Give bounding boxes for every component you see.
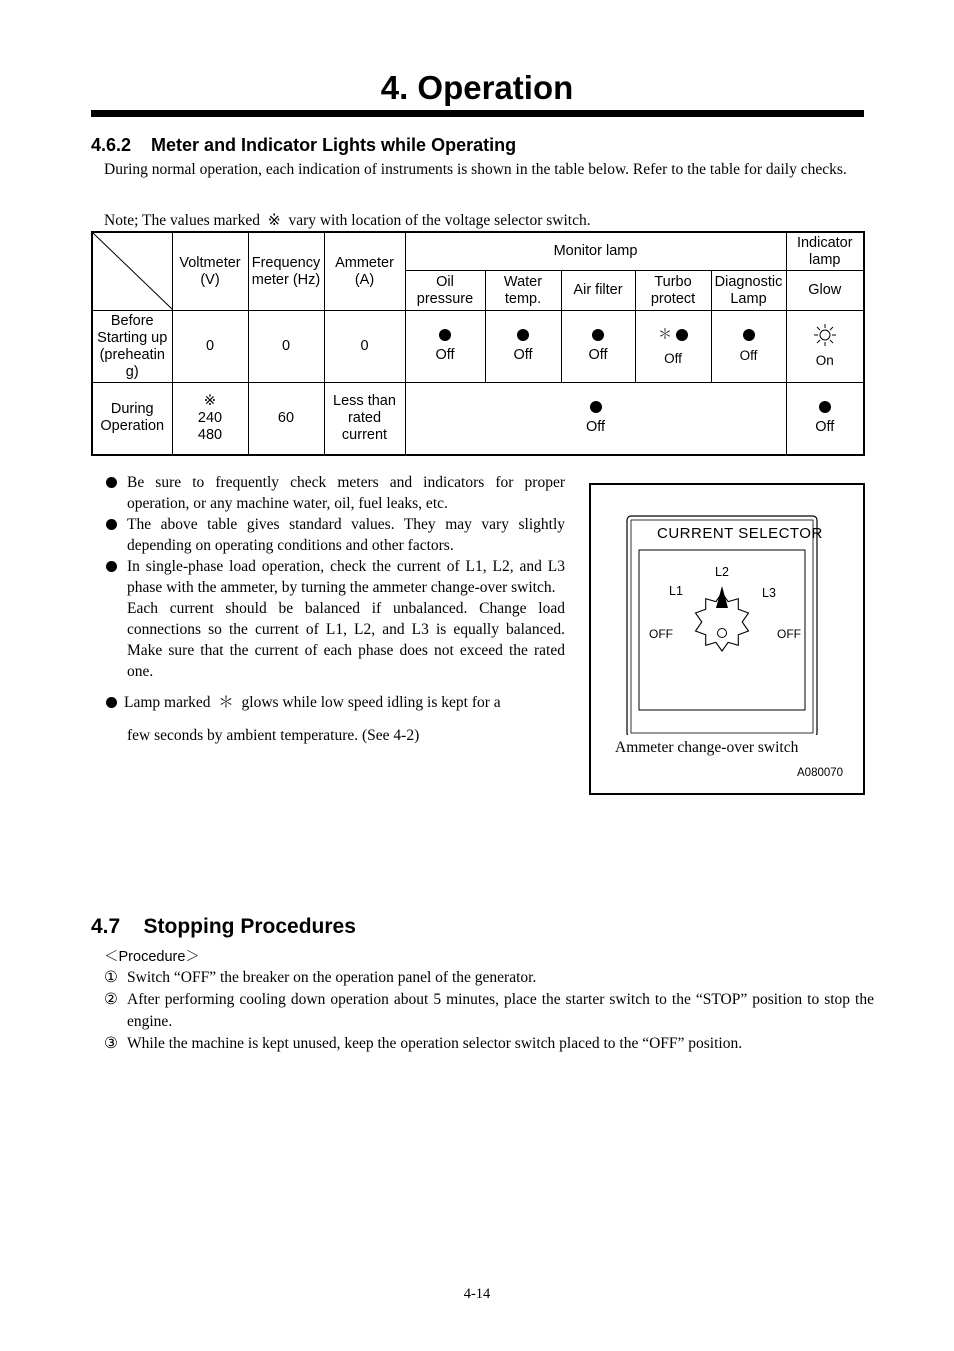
row-before-turbo-protect: Off [664,351,682,366]
header-glow: Glow [786,271,864,311]
section-heading-4-7: 4.7 Stopping Procedures [91,915,356,938]
bullet-icon [106,561,117,572]
header-voltmeter: Voltmeter (V) [172,232,248,311]
row-during-monitor-lamp: Off [585,418,606,435]
meter-table [91,231,865,456]
title-rule [91,110,864,117]
lamp-dot-icon [592,329,604,341]
row-during-frequency: 60 [248,383,324,455]
list-item [104,967,874,989]
list-item [104,1033,874,1055]
current-selector-illustration [591,485,863,735]
label-off-left: OFF [649,627,673,641]
list-item-continuation [104,725,565,746]
header-water-temp: Water temp. [485,271,561,311]
header-frequency: Frequency meter (Hz) [248,232,324,311]
header-ammeter: Ammeter (A) [324,232,405,311]
lamp-dot-icon [439,329,451,341]
row-before-diagnostic-lamp: Off [739,348,758,363]
row-before-glow-cell [786,311,864,383]
list-item [104,989,874,1033]
label-l3: L3 [762,586,776,600]
row-before-oil-pressure-cell [405,311,485,383]
header-monitor-lamp: Monitor lamp [405,232,786,271]
bullet-icon [106,477,117,488]
row-during-ammeter: Less than rated current [324,383,405,455]
lamp-dot-icon [590,401,602,413]
row-before-glow: On [815,353,834,368]
section-heading-4-6-2: 4.6.2 Meter and Indicator Lights while Operating [91,135,517,155]
step-text: While the machine is kept unused, keep the operation selector switch placed to the “OFF” position. [127,1035,743,1052]
lamp-on-icon [814,324,836,346]
bullet-list [104,472,565,746]
row-before-water-temp-cell [485,311,561,383]
row-before-diagnostic-cell [711,311,786,383]
row-before-oil-pressure: Off [435,347,455,363]
section-intro: During normal operation, each indication of instruments is shown in the table below. Refer to the table for daily checks. [104,161,847,178]
bullet-text: Each current should be balanced if unbalanced. Change load connections so the current of L1, L2, and L3 is equally balanced. Make sure that the current of each phase does not exceed the rated one. [127,600,565,680]
step-text: After performing cooling down operation about 5 minutes, place the starter switch to the “STOP” position to stop the engine. [127,991,874,1030]
bullet-text: few seconds by ambient temperature. (See 4-2) [127,727,420,744]
table-note: Note; The values marked ※ vary with location of the voltage selector switch. [104,212,591,229]
bullet-icon [106,519,117,530]
row-before-label: Before Starting up (preheatin g) [92,311,172,383]
asterisk-mark: ＊ [657,326,672,342]
diagonal-line [93,233,173,310]
lamp-dot-icon [743,329,755,341]
list-item [104,472,565,514]
figure-box [589,483,865,795]
bullet-text: Be sure to frequently check meters and indicators for proper operation, or any machine water, oil, fuel leaks, etc. [127,474,565,512]
list-item [104,514,565,556]
row-before-air-filter-cell [561,311,635,383]
lamp-dot-icon [819,401,831,413]
figure-caption: Ammeter change-over switch [615,739,799,756]
procedure-list [104,967,874,1055]
step-number: ③ [104,1035,118,1052]
chapter-title: 4. Operation [380,69,574,106]
panel-title: CURRENT SELECTOR [657,525,823,542]
row-before-water-temp: Off [513,347,533,363]
row-during-glow: Off [815,418,835,435]
list-item [104,692,565,713]
row-during-voltmeter-mark: ※ [203,392,217,409]
label-off-right: OFF [777,627,801,641]
list-item [104,556,565,598]
bullet-text: In single-phase load operation, check the current of L1, L2, and L3 phase with the ammeter, by turning the ammeter change-over switch. [127,558,565,596]
row-during-label: During Operation [92,383,172,455]
label-l1: L1 [669,584,683,598]
row-before-air-filter: Off [588,347,608,363]
figure-code: A080070 [797,767,844,779]
page-number: 4-14 [463,1286,491,1302]
header-oil-pressure: Oil pressure [405,271,485,311]
row-before-voltmeter: 0 [172,311,248,383]
row-during-monitor-cell [405,383,786,455]
table-row [92,311,864,383]
step-number: ② [104,991,118,1008]
bullet-text: The above table gives standard values. They may vary slightly depending on operating conditions and other factors. [127,516,565,554]
lamp-dot-icon [676,329,688,341]
procedure-label: ＜Procedure＞ [104,949,200,965]
lamp-dot-icon [517,329,529,341]
header-turbo-protect: Turbo protect [635,271,711,311]
bullet-text: Lamp marked ＊ glows while low speed idling is kept for a [124,694,501,711]
corner-cell [92,232,172,311]
list-item-continuation [104,598,565,682]
table-row [92,383,864,455]
header-indicator-lamp: Indicator lamp [786,232,864,271]
row-during-glow-cell [786,383,864,455]
row-before-frequency: 0 [248,311,324,383]
row-before-turbo-cell [635,311,711,383]
step-text: Switch “OFF” the breaker on the operation panel of the generator. [127,969,537,986]
label-l2: L2 [715,565,729,579]
header-diagnostic-lamp: Diagnostic Lamp [711,271,786,311]
row-during-voltmeter-2: 480 [197,426,223,443]
row-before-ammeter: 0 [324,311,405,383]
bullet-icon [106,697,117,708]
step-number: ① [104,969,118,986]
row-during-voltmeter-1: 240 [197,409,223,426]
row-during-voltmeter-cell [172,383,248,455]
header-air-filter: Air filter [561,271,635,311]
